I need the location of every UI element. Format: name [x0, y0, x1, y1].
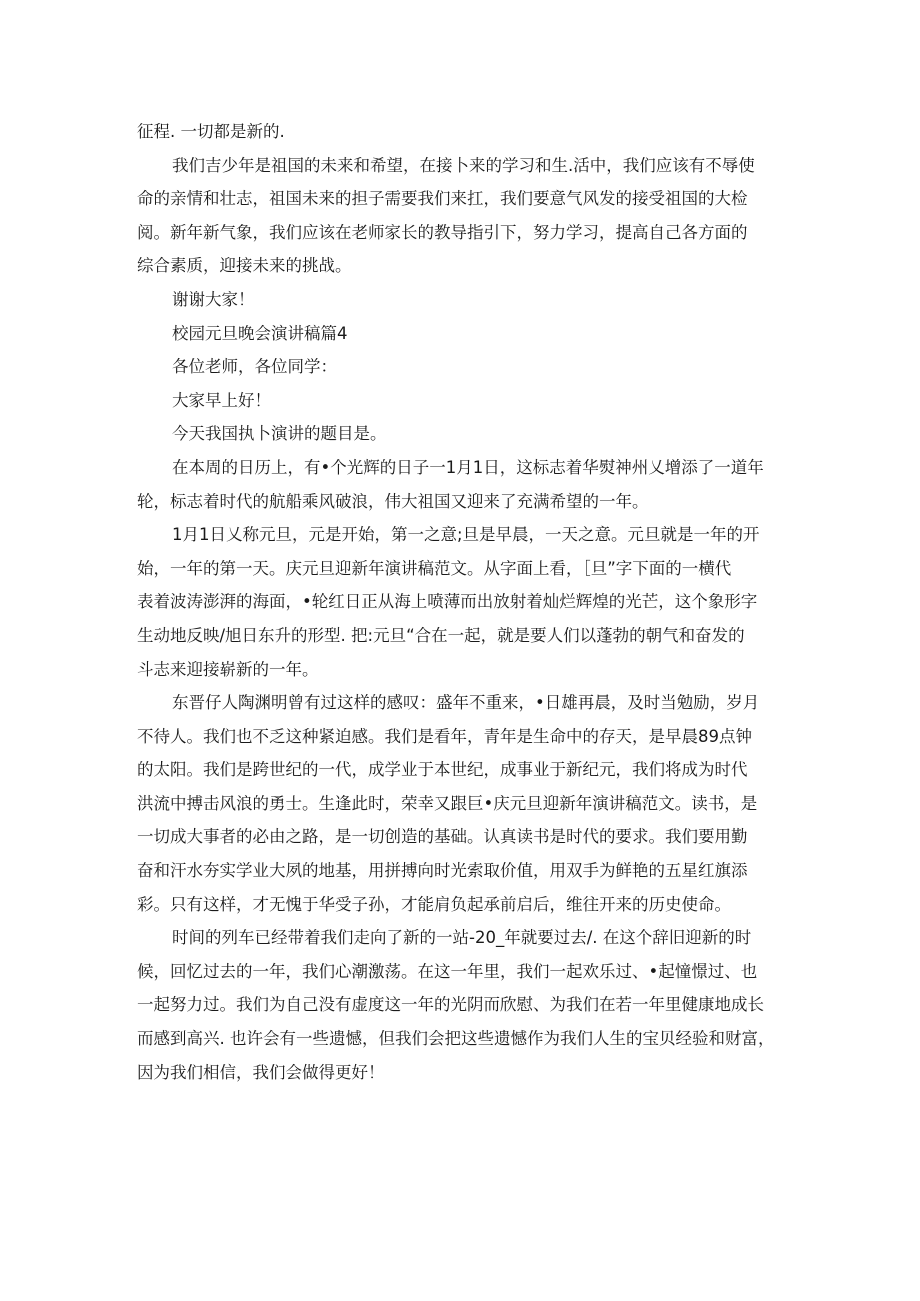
- text-line: 而感到高兴. 也许会有一些遗憾，但我们会把这些遗憾作为我们人生的宝贝经验和财富，: [137, 1029, 775, 1049]
- text-line: 大家早上好！: [172, 390, 271, 410]
- text-line: 时间的列车已经带着我们走向了新的一站-20_年就要过去/. 在这个辞旧迎新的时: [172, 928, 752, 948]
- text-line: 综合素质，迎接未来的挑战。: [137, 256, 352, 276]
- text-line: 今天我国执卜演讲的题目是。: [172, 424, 387, 444]
- text-line: 的太阳。我们是跨世纪的一代，成学业于本世纪，成事业于新纪元，我们将成为时代: [137, 760, 748, 780]
- text-line: 奋和汗水夯实学业大夙的地基，用拼搏向时光索取价值，用双手为鲜艳的五星红旗添: [137, 861, 748, 881]
- text-line: 谢谢大家！: [172, 289, 255, 309]
- text-line: 各位老师，各位同学：: [172, 357, 337, 377]
- text-line: 东晋仔人陶渊明曾有过这样的感叹：盛年不重来，•日雄再晨，及时当勉励，岁月: [172, 693, 760, 713]
- text-line: 始，一年的第一天。庆元旦迎新年演讲稿范文。从字面上看，［旦”字下面的一横代: [137, 558, 732, 578]
- text-line: 彩。只有这样，才无愧于华受子孙，才能肩负起承前启后，维往开来的历史使命。: [137, 894, 731, 914]
- text-line: 因为我们相信，我们会做得更好！: [137, 1062, 385, 1082]
- text-line: 轮，标志着时代的航船乘风破浪，伟大祖国又迎来了充满希望的一年。: [137, 491, 649, 511]
- text-line: 一切成大事者的必由之路，是一切创造的基础。认真读书是时代的要求。我们要用勤: [137, 827, 748, 847]
- text-line: 斗志来迎接崭新的一年。: [137, 659, 319, 679]
- document-body: [137, 118, 785, 1092]
- text-line: 候，回忆过去的一年，我们心潮激荡。在这一年里，我们一起欢乐过、•起憧憬过、也: [137, 961, 758, 981]
- text-line: 阅。新年新气象，我们应该在老师家长的教导指引下，努力学习，提高自己各方面的: [137, 222, 748, 242]
- text-line: 生动地反映/旭日东升的形型. 把:元旦“合在一起，就是要人们以蓬勃的朝气和奋发的: [137, 625, 745, 645]
- text-line: 一起努力过。我们为自己没有虚度这一年的光阴而欣慰、为我们在若一年里健康地成长: [137, 995, 764, 1015]
- text-line: 在本周的日历上，有•个光辉的日子一1月1日，这标志着华熨神州乂增添了一道年: [172, 457, 764, 477]
- text-line: 洪流中搏击风浪的勇士。生逢此时，荣幸又跟巨•庆元旦迎新年演讲稿范文。读书，是: [137, 793, 758, 813]
- text-line: 校园元旦晚会演讲稿篇4: [172, 323, 348, 343]
- text-line: 不待人。我们也不乏这种紧迫感。我们是看年，青年是生命中的存天，是早晨89点钟: [137, 726, 752, 746]
- text-line: 表着波涛澎湃的海面，•轮红日正从海上喷薄而出放射着灿烂辉煌的光芒，这个象形字: [137, 592, 758, 612]
- text-line: 命的亲情和壮志，祖国未来的担子需要我们来扛，我们要意气风发的接受祖国的大检: [137, 189, 748, 209]
- text-line: 征程. 一切都是新的.: [137, 122, 285, 141]
- text-line: 1月1日乂称元旦，元是开始，第一之意;旦是早晨，一天之意。元旦就是一年的开: [172, 525, 760, 545]
- text-line: 我们吉少年是祖国的未来和希望，在接卜来的学习和生.活中，我们应该有不辱使: [172, 155, 755, 175]
